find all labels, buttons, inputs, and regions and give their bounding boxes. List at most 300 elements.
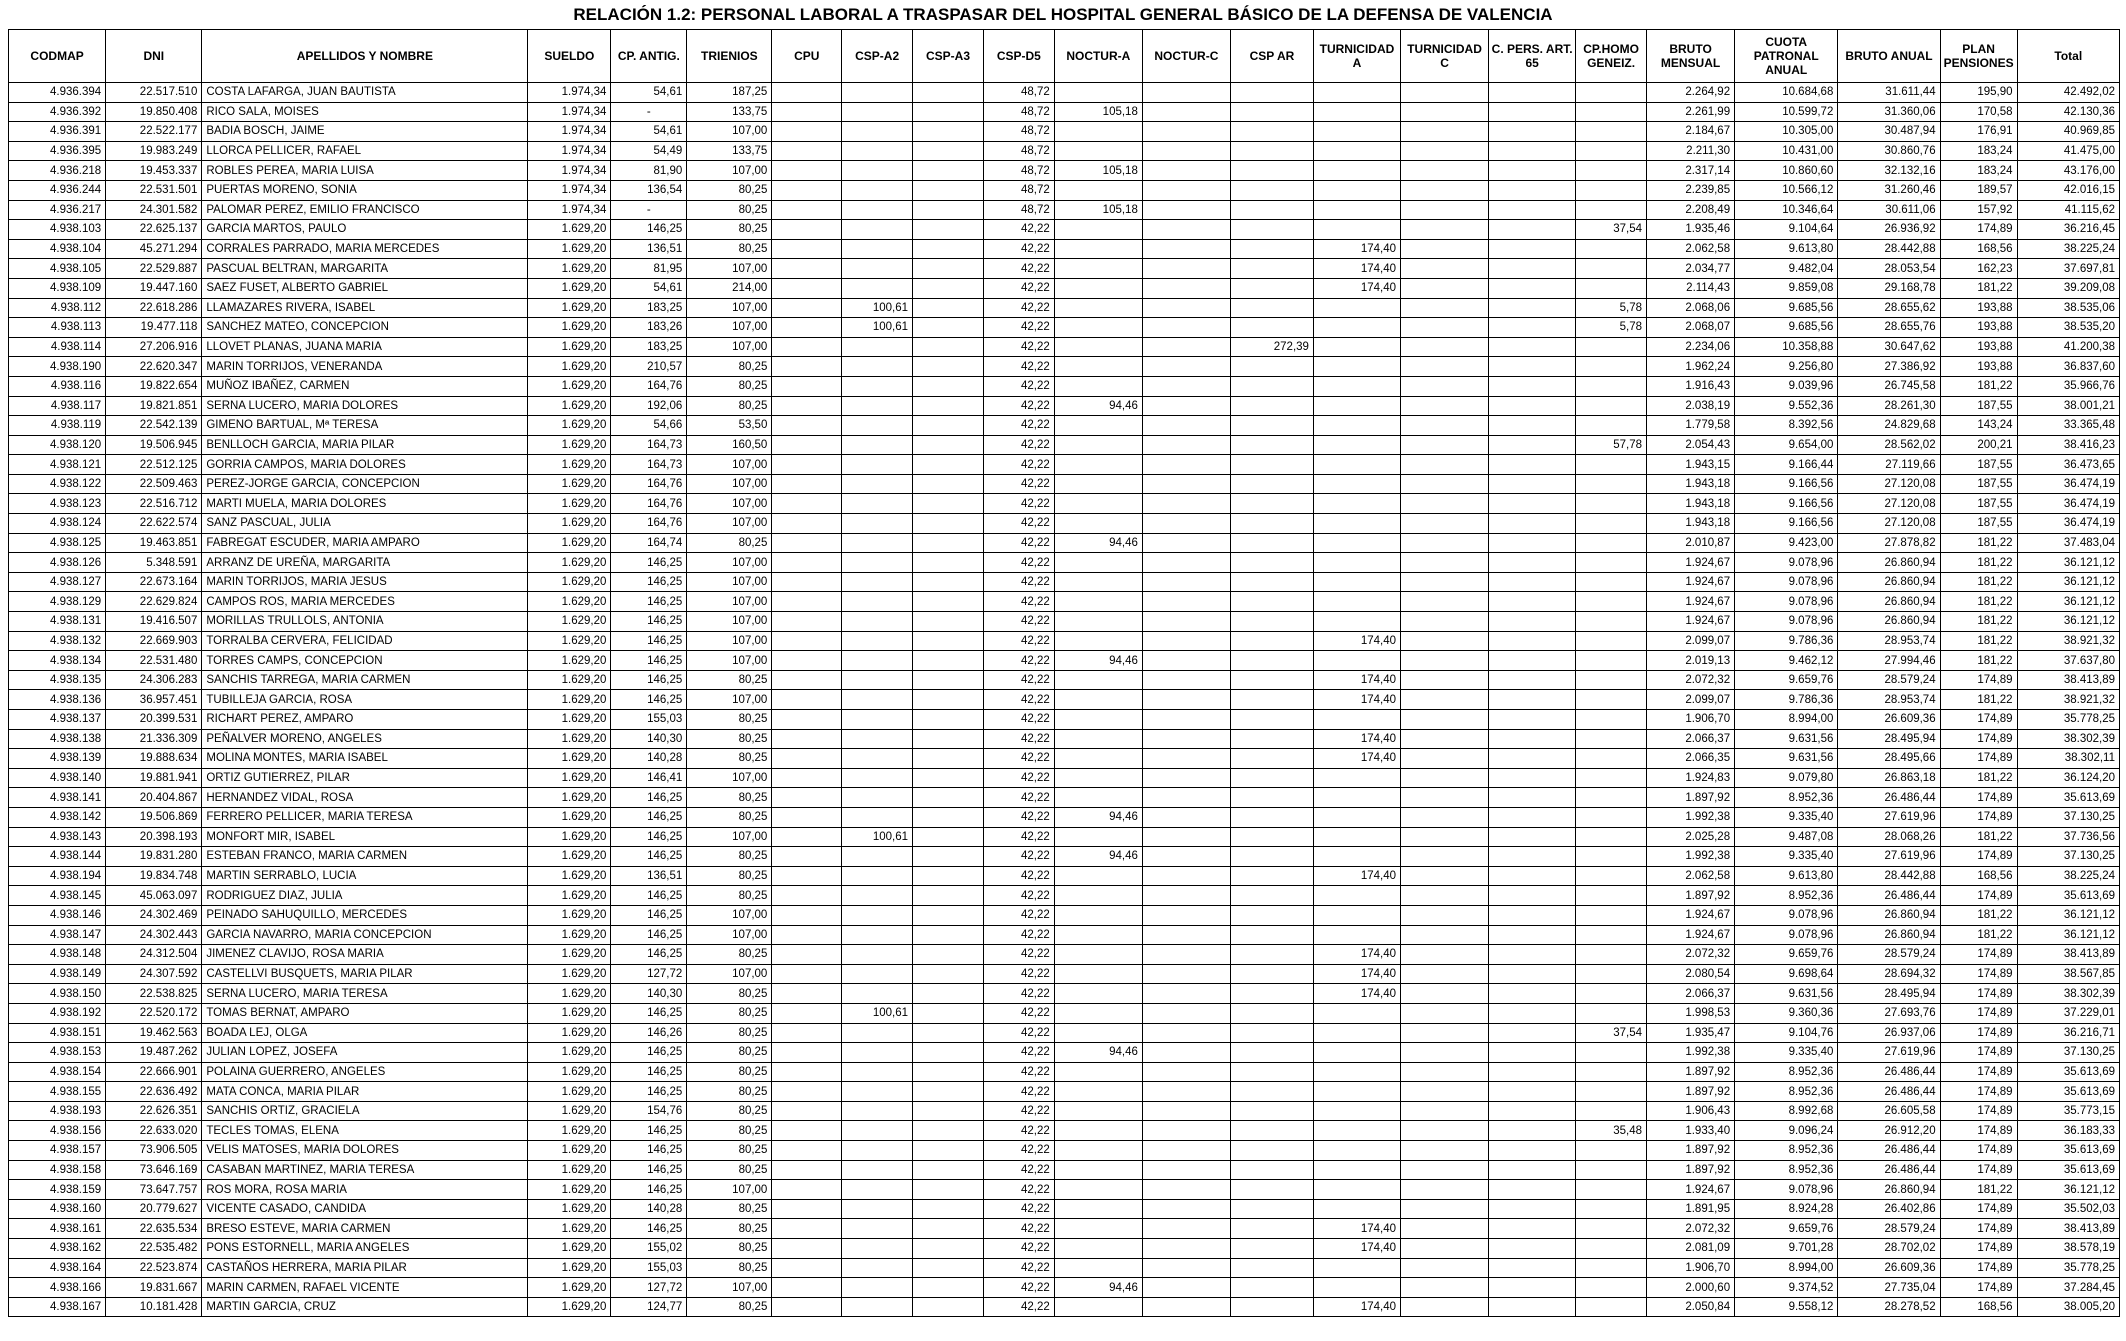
table-row <box>9 1258 2120 1278</box>
table-cell: 45.063.097 <box>106 886 202 906</box>
table-cell: ORTIZ GUTIERREZ, PILAR <box>202 768 528 788</box>
table-cell <box>1576 807 1647 827</box>
table-cell: 9.166,56 <box>1735 474 1838 494</box>
table-cell <box>842 141 913 161</box>
table-cell <box>1054 866 1142 886</box>
table-cell <box>842 612 913 632</box>
table-cell: 9.078,96 <box>1735 572 1838 592</box>
table-cell: 9.631,56 <box>1735 749 1838 769</box>
table-cell: RODRIGUEZ DIAZ, JULIA <box>202 886 528 906</box>
table-cell <box>1576 1082 1647 1102</box>
table-cell <box>1313 376 1400 396</box>
table-cell: 42,22 <box>983 925 1054 945</box>
table-cell <box>1230 357 1313 377</box>
table-cell: MUÑOZ IBAÑEZ, CARMEN <box>202 376 528 396</box>
table-cell: 39.209,08 <box>2017 278 2119 298</box>
table-cell <box>1576 141 1647 161</box>
table-cell <box>1142 396 1230 416</box>
table-cell: LLORCA PELLICER, RAFAEL <box>202 141 528 161</box>
table-cell: 9.078,96 <box>1735 592 1838 612</box>
table-cell <box>1054 631 1142 651</box>
table-cell <box>1401 1297 1489 1317</box>
table-cell <box>913 83 984 103</box>
table-cell: MARTI MUELA, MARIA DOLORES <box>202 494 528 514</box>
table-cell: 41.115,62 <box>2017 200 2119 220</box>
table-cell: 4.938.144 <box>9 847 106 867</box>
table-cell <box>842 514 913 534</box>
table-cell: 1.897,92 <box>1647 1141 1735 1161</box>
table-cell <box>1054 925 1142 945</box>
table-cell: 174,89 <box>1940 1101 2017 1121</box>
table-cell <box>913 1258 984 1278</box>
table-cell <box>1054 1062 1142 1082</box>
table-cell <box>1489 925 1576 945</box>
table-cell: 124,77 <box>611 1297 687 1317</box>
table-cell: 2.072,32 <box>1647 945 1735 965</box>
table-cell: RICO SALA, MOISES <box>202 102 528 122</box>
table-cell <box>913 416 984 436</box>
table-cell <box>772 337 842 357</box>
table-cell: 42,22 <box>983 1141 1054 1161</box>
table-cell <box>842 102 913 122</box>
table-cell <box>1230 670 1313 690</box>
table-cell: 1.924,67 <box>1647 925 1735 945</box>
table-cell: 1.924,67 <box>1647 553 1735 573</box>
table-cell <box>1142 200 1230 220</box>
table-cell <box>913 1062 984 1082</box>
table-cell: 4.938.142 <box>9 807 106 827</box>
table-cell: 174,89 <box>1940 807 2017 827</box>
table-cell <box>1576 416 1647 436</box>
table-cell: ESTEBAN FRANCO, MARIA CARMEN <box>202 847 528 867</box>
table-cell: 22.531.501 <box>106 180 202 200</box>
table-cell <box>913 435 984 455</box>
table-cell <box>913 945 984 965</box>
table-cell <box>1313 1258 1400 1278</box>
table-cell <box>1489 122 1576 142</box>
table-cell: 42,22 <box>983 768 1054 788</box>
table-cell: 4.938.156 <box>9 1121 106 1141</box>
table-cell: 80,25 <box>687 1003 772 1023</box>
table-row <box>9 298 2120 318</box>
table-cell: 1.629,20 <box>528 886 611 906</box>
table-cell <box>1142 435 1230 455</box>
table-cell: 36.837,60 <box>2017 357 2119 377</box>
table-cell <box>1489 1160 1576 1180</box>
table-cell <box>1054 1219 1142 1239</box>
table-cell <box>842 1043 913 1063</box>
table-cell <box>1401 259 1489 279</box>
table-cell: 36.957.451 <box>106 690 202 710</box>
table-cell: BENLLOCH GARCIA, MARIA PILAR <box>202 435 528 455</box>
table-cell: 9.659,76 <box>1735 945 1838 965</box>
table-cell <box>1142 259 1230 279</box>
table-cell: 9.462,12 <box>1735 651 1838 671</box>
table-cell: 9.685,56 <box>1735 298 1838 318</box>
table-cell <box>1489 1043 1576 1063</box>
table-cell: 140,28 <box>611 1199 687 1219</box>
table-cell: 1.629,20 <box>528 729 611 749</box>
table-cell: 1.974,34 <box>528 102 611 122</box>
table-cell: 1.629,20 <box>528 1141 611 1161</box>
table-cell <box>1142 945 1230 965</box>
table-cell <box>1576 1278 1647 1298</box>
table-cell: 4.938.114 <box>9 337 106 357</box>
table-cell: 160,50 <box>687 435 772 455</box>
table-cell: 28.953,74 <box>1838 690 1940 710</box>
table-cell: 33.365,48 <box>2017 416 2119 436</box>
table-cell: 37.483,04 <box>2017 533 2119 553</box>
table-cell: 48,72 <box>983 161 1054 181</box>
table-row <box>9 1141 2120 1161</box>
table-cell: 27.735,04 <box>1838 1278 1940 1298</box>
table-cell: 1.629,20 <box>528 1023 611 1043</box>
table-cell: 28.053,54 <box>1838 259 1940 279</box>
table-cell: 42,22 <box>983 318 1054 338</box>
table-cell: 73.646.169 <box>106 1160 202 1180</box>
table-cell: 9.631,56 <box>1735 984 1838 1004</box>
table-cell: 4.938.109 <box>9 278 106 298</box>
table-cell: 9.166,56 <box>1735 494 1838 514</box>
table-cell: 1.897,92 <box>1647 886 1735 906</box>
table-cell <box>913 239 984 259</box>
table-cell: VICENTE CASADO, CANDIDA <box>202 1199 528 1219</box>
table-cell: 1.629,20 <box>528 278 611 298</box>
table-cell: 2.208,49 <box>1647 200 1735 220</box>
table-cell: 28.579,24 <box>1838 670 1940 690</box>
table-row <box>9 122 2120 142</box>
table-cell <box>1230 788 1313 808</box>
table-cell: 28.495,66 <box>1838 749 1940 769</box>
table-cell: 1.906,43 <box>1647 1101 1735 1121</box>
table-cell <box>1230 1043 1313 1063</box>
table-cell <box>913 827 984 847</box>
table-cell: 1.943,18 <box>1647 474 1735 494</box>
table-cell: 42.130,36 <box>2017 102 2119 122</box>
table-cell: 146,25 <box>611 1180 687 1200</box>
table-cell <box>1576 1239 1647 1259</box>
table-cell: 4.938.117 <box>9 396 106 416</box>
table-cell <box>1313 1160 1400 1180</box>
column-header: BRUTO ANUAL <box>1838 30 1940 83</box>
table-cell: 27.994,46 <box>1838 651 1940 671</box>
table-cell <box>842 847 913 867</box>
table-cell: 42,22 <box>983 631 1054 651</box>
table-cell <box>1576 631 1647 651</box>
table-cell: 1.924,67 <box>1647 612 1735 632</box>
table-cell <box>772 612 842 632</box>
table-cell: 26.609,36 <box>1838 1258 1940 1278</box>
table-cell: 146,26 <box>611 1023 687 1043</box>
table-cell: 4.938.161 <box>9 1219 106 1239</box>
table-cell <box>1401 474 1489 494</box>
table-cell: 4.938.145 <box>9 886 106 906</box>
table-cell: 4.938.143 <box>9 827 106 847</box>
table-cell: 2.099,07 <box>1647 631 1735 651</box>
table-cell <box>1230 631 1313 651</box>
table-cell: 42,22 <box>983 514 1054 534</box>
table-cell: 4.938.147 <box>9 925 106 945</box>
table-cell <box>772 866 842 886</box>
table-cell: 4.938.121 <box>9 455 106 475</box>
table-cell: 174,89 <box>1940 1141 2017 1161</box>
table-cell: 1.974,34 <box>528 83 611 103</box>
column-header: SUELDO <box>528 30 611 83</box>
table-cell: 42,22 <box>983 494 1054 514</box>
table-cell <box>1489 259 1576 279</box>
table-cell <box>772 1023 842 1043</box>
table-cell: 146,41 <box>611 768 687 788</box>
table-cell <box>1313 1003 1400 1023</box>
table-cell <box>913 259 984 279</box>
table-cell <box>1576 925 1647 945</box>
table-cell <box>842 1121 913 1141</box>
table-cell <box>913 533 984 553</box>
table-cell: 2.099,07 <box>1647 690 1735 710</box>
table-cell: 54,49 <box>611 141 687 161</box>
table-cell <box>1142 1199 1230 1219</box>
table-cell: 9.685,56 <box>1735 318 1838 338</box>
table-cell <box>842 945 913 965</box>
table-cell <box>772 827 842 847</box>
table-cell: 37.229,01 <box>2017 1003 2119 1023</box>
table-cell: 19.881.941 <box>106 768 202 788</box>
table-cell <box>772 788 842 808</box>
table-cell: 1.629,20 <box>528 1199 611 1219</box>
table-cell: 8.952,36 <box>1735 1062 1838 1082</box>
table-cell <box>772 729 842 749</box>
table-cell <box>842 1297 913 1317</box>
table-cell: 1.629,20 <box>528 592 611 612</box>
table-cell: 38.005,20 <box>2017 1297 2119 1317</box>
table-cell <box>913 122 984 142</box>
table-cell: 42,22 <box>983 239 1054 259</box>
table-cell: 53,50 <box>687 416 772 436</box>
table-cell: 20.404.867 <box>106 788 202 808</box>
table-cell <box>842 278 913 298</box>
table-cell: 22.629.824 <box>106 592 202 612</box>
table-cell: 42,22 <box>983 220 1054 240</box>
table-cell: 42,22 <box>983 905 1054 925</box>
table-cell <box>913 925 984 945</box>
table-row <box>9 435 2120 455</box>
table-cell <box>1576 1003 1647 1023</box>
table-cell: 1.779,58 <box>1647 416 1735 436</box>
table-cell <box>772 572 842 592</box>
table-cell: 146,25 <box>611 651 687 671</box>
table-cell <box>842 180 913 200</box>
table-cell: 1.897,92 <box>1647 1082 1735 1102</box>
table-cell <box>1489 494 1576 514</box>
table-cell: MARIN TORRIJOS, VENERANDA <box>202 357 528 377</box>
table-cell: 1.998,53 <box>1647 1003 1735 1023</box>
table-cell <box>1142 964 1230 984</box>
table-cell: 80,25 <box>687 788 772 808</box>
table-row <box>9 807 2120 827</box>
table-cell: 107,00 <box>687 298 772 318</box>
table-cell <box>772 670 842 690</box>
table-cell: 38.001,21 <box>2017 396 2119 416</box>
table-cell: 174,89 <box>1940 1082 2017 1102</box>
table-cell <box>1401 318 1489 338</box>
table-cell: 107,00 <box>687 964 772 984</box>
table-cell: 1.629,20 <box>528 710 611 730</box>
table-cell: 42,22 <box>983 1101 1054 1121</box>
table-cell: 4.938.138 <box>9 729 106 749</box>
table-cell <box>1313 435 1400 455</box>
table-cell: 38.225,24 <box>2017 866 2119 886</box>
table-cell: 174,40 <box>1313 690 1400 710</box>
table-cell <box>1054 984 1142 1004</box>
table-cell: 37.130,25 <box>2017 807 2119 827</box>
column-header: C. PERS. ART. 65 <box>1489 30 1576 83</box>
table-row <box>9 905 2120 925</box>
table-cell: 8.994,00 <box>1735 1258 1838 1278</box>
table-cell <box>842 1258 913 1278</box>
table-cell <box>1576 768 1647 788</box>
table-cell <box>1054 416 1142 436</box>
table-cell: PEÑALVER MORENO, ANGELES <box>202 729 528 749</box>
table-cell: 37.697,81 <box>2017 259 2119 279</box>
table-cell: 140,28 <box>611 749 687 769</box>
table-cell: GARCIA MARTOS, PAULO <box>202 220 528 240</box>
table-cell: 38.921,32 <box>2017 690 2119 710</box>
table-cell <box>772 847 842 867</box>
table-cell <box>1489 886 1576 906</box>
table-cell: 42,22 <box>983 984 1054 1004</box>
table-cell: 181,22 <box>1940 925 2017 945</box>
table-cell: 19.416.507 <box>106 612 202 632</box>
table-cell <box>1489 357 1576 377</box>
table-cell <box>772 494 842 514</box>
table-cell: 26.912,20 <box>1838 1121 1940 1141</box>
table-cell: 80,25 <box>687 729 772 749</box>
table-cell: SANZ PASCUAL, JULIA <box>202 514 528 534</box>
column-header: CSP-A3 <box>913 30 984 83</box>
table-cell: 35.613,69 <box>2017 886 2119 906</box>
table-cell <box>1401 514 1489 534</box>
table-cell <box>1230 396 1313 416</box>
table-cell <box>772 690 842 710</box>
table-cell: 19.463.851 <box>106 533 202 553</box>
table-cell <box>1576 1180 1647 1200</box>
table-cell: 2.239,85 <box>1647 180 1735 200</box>
table-cell: 2.038,19 <box>1647 396 1735 416</box>
table-cell: SANCHIS TARREGA, MARIA CARMEN <box>202 670 528 690</box>
table-cell <box>1489 161 1576 181</box>
table-cell: 80,25 <box>687 396 772 416</box>
table-cell <box>772 220 842 240</box>
table-cell <box>1489 592 1576 612</box>
table-cell <box>1054 827 1142 847</box>
table-cell: 174,89 <box>1940 1239 2017 1259</box>
table-cell <box>1142 239 1230 259</box>
table-cell: JULIAN LOPEZ, JOSEFA <box>202 1043 528 1063</box>
table-cell <box>1576 827 1647 847</box>
table-cell: 26.609,36 <box>1838 710 1940 730</box>
table-cell <box>842 1160 913 1180</box>
table-cell: 20.398.193 <box>106 827 202 847</box>
table-cell: SANCHIS ORTIZ, GRACIELA <box>202 1101 528 1121</box>
table-cell <box>1313 1101 1400 1121</box>
table-cell <box>1576 710 1647 730</box>
table-cell <box>913 572 984 592</box>
table-row <box>9 533 2120 553</box>
table-row <box>9 141 2120 161</box>
table-cell <box>1489 1023 1576 1043</box>
table-cell: 127,72 <box>611 964 687 984</box>
table-cell: 28.694,32 <box>1838 964 1940 984</box>
table-cell <box>1489 1180 1576 1200</box>
table-cell: 1.629,20 <box>528 298 611 318</box>
table-cell: 9.078,96 <box>1735 925 1838 945</box>
table-cell: 4.938.140 <box>9 768 106 788</box>
table-cell: 1.974,34 <box>528 161 611 181</box>
table-cell: 1.629,20 <box>528 572 611 592</box>
table-cell <box>1313 220 1400 240</box>
table-cell: 2.184,67 <box>1647 122 1735 142</box>
table-cell: 9.859,08 <box>1735 278 1838 298</box>
table-cell <box>1489 670 1576 690</box>
table-cell: 94,46 <box>1054 847 1142 867</box>
table-cell <box>842 788 913 808</box>
table-cell <box>842 494 913 514</box>
table-cell <box>842 474 913 494</box>
table-cell <box>1142 1141 1230 1161</box>
table-cell: 1.629,20 <box>528 1278 611 1298</box>
table-cell <box>1489 514 1576 534</box>
table-cell: FERRERO PELLICER, MARIA TERESA <box>202 807 528 827</box>
table-cell <box>1576 337 1647 357</box>
table-cell: 42.492,02 <box>2017 83 2119 103</box>
table-cell <box>1142 337 1230 357</box>
table-cell: 2.019,13 <box>1647 651 1735 671</box>
table-cell <box>1576 259 1647 279</box>
table-cell <box>1230 514 1313 534</box>
table-cell <box>913 1219 984 1239</box>
table-cell: 8.952,36 <box>1735 1082 1838 1102</box>
table-cell: 107,00 <box>687 925 772 945</box>
table-cell: 45.271.294 <box>106 239 202 259</box>
table-cell <box>1576 1141 1647 1161</box>
table-cell: 42,22 <box>983 1258 1054 1278</box>
table-cell: 42,22 <box>983 886 1054 906</box>
table-cell: 42,22 <box>983 651 1054 671</box>
table-cell: POLAINA GUERRERO, ANGELES <box>202 1062 528 1082</box>
table-cell: 48,72 <box>983 122 1054 142</box>
table-cell: 19.888.634 <box>106 749 202 769</box>
table-cell <box>1142 376 1230 396</box>
table-cell <box>1142 553 1230 573</box>
table-cell <box>1142 1297 1230 1317</box>
table-cell <box>772 1121 842 1141</box>
table-cell: 80,25 <box>687 1062 772 1082</box>
table-cell: 8.924,28 <box>1735 1199 1838 1219</box>
table-cell <box>1401 1160 1489 1180</box>
table-cell <box>913 474 984 494</box>
table-cell <box>772 435 842 455</box>
table-cell <box>1576 1062 1647 1082</box>
table-cell <box>1054 141 1142 161</box>
table-cell <box>1576 83 1647 103</box>
table-cell: 42,22 <box>983 612 1054 632</box>
table-cell: 1.629,20 <box>528 474 611 494</box>
table-cell <box>1230 1258 1313 1278</box>
table-cell: GARCIA NAVARRO, MARIA CONCEPCION <box>202 925 528 945</box>
table-cell <box>1054 239 1142 259</box>
table-cell: 181,22 <box>1940 612 2017 632</box>
table-cell: 9.078,96 <box>1735 553 1838 573</box>
